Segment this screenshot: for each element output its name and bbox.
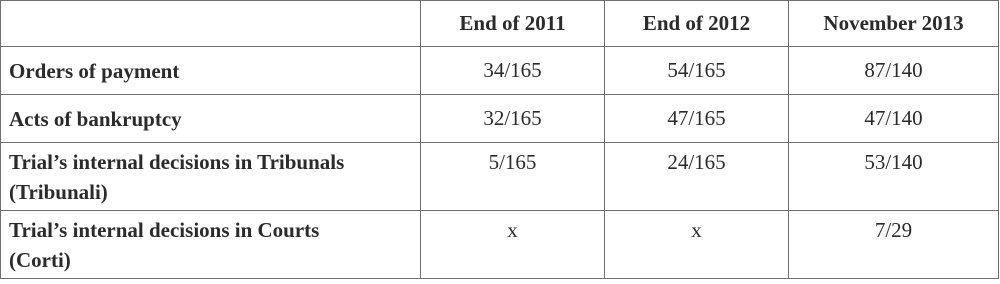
header-empty-cell — [1, 1, 421, 47]
row-label-text: Orders of payment — [9, 58, 180, 83]
table-cell: 34/165 — [421, 47, 605, 95]
row-label — [1, 95, 421, 143]
table-row — [1, 143, 999, 211]
row-label-text: Trial’s internal decisions in Courts — [9, 218, 320, 242]
table-cell: x — [421, 211, 605, 279]
row-label-text: Trial’s internal decisions in Tribunals — [9, 150, 345, 174]
table-cell: 53/140 — [789, 143, 999, 211]
row-label-text: Acts of bankruptcy — [9, 106, 182, 131]
table-cell: 47/165 — [605, 95, 789, 143]
table-row — [1, 211, 999, 279]
table-cell: 47/140 — [789, 95, 999, 143]
table-cell: 24/165 — [605, 143, 789, 211]
row-label — [1, 47, 421, 95]
row-label — [1, 143, 421, 211]
row-label-extra: (Tribunali) — [9, 180, 108, 204]
table-cell: 32/165 — [421, 95, 605, 143]
header-end-of-2011: End of 2011 — [421, 1, 605, 47]
table-cell: 87/140 — [789, 47, 999, 95]
table-header-row — [1, 1, 999, 47]
table-row — [1, 95, 999, 143]
header-november-2013: November 2013 — [789, 1, 999, 47]
header-end-of-2012: End of 2012 — [605, 1, 789, 47]
table-row — [1, 47, 999, 95]
row-label — [1, 211, 421, 279]
table-cell: x — [605, 211, 789, 279]
table-cell: 5/165 — [421, 143, 605, 211]
table-cell: 54/165 — [605, 47, 789, 95]
table-cell: 7/29 — [789, 211, 999, 279]
row-label-extra: (Corti) — [9, 248, 71, 272]
